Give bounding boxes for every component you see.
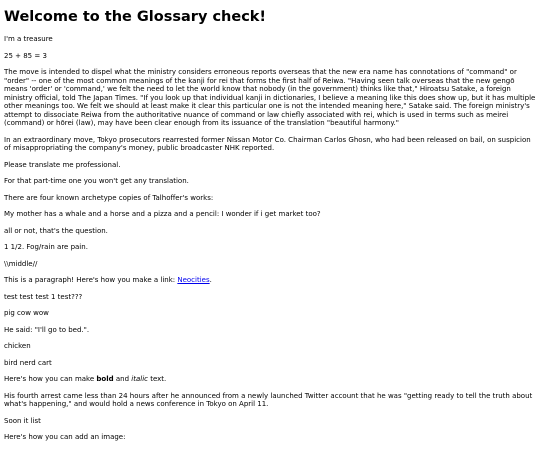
neocities-link[interactable]: Neocities xyxy=(177,276,210,284)
formatting-mid-text: and xyxy=(113,375,132,383)
paragraph-reiwa-article: The move is intended to dispel what the ministry considers erroneous reports overseas that the new era name has connotations of "command" or "order" -- one of the most common meanings of the kanji for rei that forms the first half of Reiwa. "Having seen talk overseas that the new gengō means 'order' or 'command,' we felt the need to let the world know that nobody (in the government) thinks like that," Hiroatsu Satake, a foreign ministry official, told The Japan Times. "If you look up that individual kanji in dictionaries, I believe a meaning like this does show up, but it has multiple other meanings too. We felt we should at least make it clear this particular one is not the intended meaning here," Satake said. The foreign ministry's attempt to dissociate Reiwa from the authoritative nuance of command or law chiefly associated with rei, which is used in terms such as meirei (command) or hōrei (law), may have been clear enough from its issuance of the translation "beautiful harmony." xyxy=(4,68,536,127)
paragraph-middle: \\middle// xyxy=(4,259,38,268)
paragraph-formatting xyxy=(4,375,536,384)
formatting-prefix-text: Here's how you can make xyxy=(4,375,97,383)
paragraph-ghosn-article: In an extraordinary move, Tokyo prosecutors rearrested former Nissan Motor Co. Chairman Carlos Ghosn, who had been released on bail, on suspicion of misappropriating the company's money, public broadcaster NHK reported. xyxy=(4,135,531,152)
italic-text: italic xyxy=(131,375,148,383)
paragraph-translate: Please translate me professional. xyxy=(4,160,121,169)
bold-text: bold xyxy=(96,375,114,383)
paragraph-bird: bird nerd cart xyxy=(4,358,52,367)
document-page xyxy=(4,8,536,450)
paragraph-question: all or not, that's the question. xyxy=(4,226,108,235)
paragraph-image-intro: Here's how you can add an image: xyxy=(4,433,126,441)
paragraph-equation: 25 + 85 = 3 xyxy=(4,51,47,60)
paragraph-pig-cow: pig cow wow xyxy=(4,309,49,317)
paragraph-soon-list: Soon it list xyxy=(4,416,41,425)
page-title: Welcome to the Glossary check! xyxy=(4,9,267,25)
paragraph-fourth-arrest: His fourth arrest came less than 24 hours after he announced from a newly launched Twitter account that he was "getting ready to tell the truth about what's happening," and would hold a news conference in Tokyo on April 11. xyxy=(4,391,533,408)
link-prefix-text: This is a paragraph! Here's how you make a link: xyxy=(4,276,178,284)
paragraph-treasure: I'm a treasure xyxy=(4,35,53,43)
paragraph-test: test test test 1 test??? xyxy=(4,292,83,301)
link-suffix-text: . xyxy=(209,276,212,284)
paragraph-talhoffer: There are four known archetype copies of Talhoffer's works: xyxy=(4,193,214,202)
paragraph-mother: My mother has a whale and a horse and a pizza and a pencil: I wonder if i get market too? xyxy=(4,210,321,218)
paragraph-chicken: chicken xyxy=(4,342,31,350)
formatting-suffix-text: text. xyxy=(147,375,167,383)
paragraph-link xyxy=(4,276,536,285)
paragraph-fog: 1 1/2. Fog/rain are pain. xyxy=(4,243,88,251)
paragraph-he-said: He said: "I'll go to bed.". xyxy=(4,325,90,334)
paragraph-part-time: For that part-time one you won't get any translation. xyxy=(4,177,189,185)
